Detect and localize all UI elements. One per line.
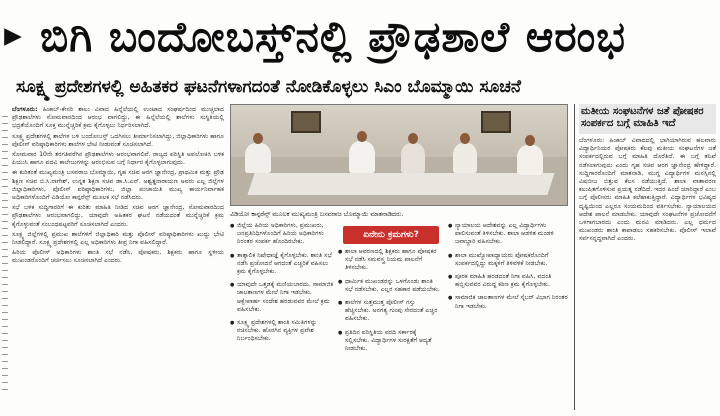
bullet-column-2 <box>338 222 442 412</box>
article-paragraph: ಸೋಮವಾರ 10ನೇ ತರಗತಿವರೆಗಿನ ಪ್ರೌಢಶಾಲೆಗಳು ಆರಂಭವಾಗಲಿವೆ. ರಾಜ್ಯದ ಪರಿಸ್ಥಿತಿ ಅವಲೋಕಿಸಿ ಬಳಿಕ ಪಿಯುಸಿ ಹಾಗೂ ಪದವಿ ಕಾಲೇಜುಗಳನ್ನು ಆರಂಭಿಸುವ ಬಗ್ಗೆ ನಿರ್ಧಾರ ಕೈಗೊಳ್ಳಲಾಗುವುದು. <box>12 151 224 167</box>
sidebar-title: ಮತೀಯ ಸಂಘಟನೆಗಳ ಜತೆ ಪೋಷಕರ ಸಂಪರ್ಕದ ಬಗ್ಗೆ ಮಾಹಿತಿ ಇದೆ <box>579 104 716 134</box>
article-paragraph: ಸೂಕ್ಷ್ಮ ಜಿಲ್ಲೆಗಳಲ್ಲಿ ಪ್ರಮುಖ ಶಾಲೆಗಳಿಗೆ ಜಿಲ್ಲಾಧಿಕಾರಿ ಮತ್ತು ಪೊಲೀಸ್ ವರಿಷ್ಠಾಧಿಕಾರಿಗಳು ಖುದ್ದು ಭೇಟಿ ನೀಡಲಿದ್ದಾರೆ. ಸೂಕ್ಷ್ಮ ಪ್ರದೇಶಗಳಲ್ಲಿ ಎಲ್ಲ ಅಧಿಕಾರಿಗಳು ತೀವ್ರ ನಿಗಾ ವಹಿಸಲಿದ್ದಾರೆ. <box>12 230 224 247</box>
sidebar-body: ಬೆಂಗಳೂರು: ಹಿಜಾಬ್ ವಿವಾದದಲ್ಲಿ ಭಾಗಿಯಾಗಿರುವ ಹಲವಾರು ವಿದ್ಯಾರ್ಥಿನಿಯರ ಪೋಷಕರು ಕೆಲವು ಮತೀಯ ಸಂಘಟನೆಗಳ ಜತೆ ಸಂಪರ್ಕದಲ್ಲಿರುವ ಬಗ್ಗೆ ಮಾಹಿತಿ ದೊರೆತಿದೆ. ಈ ಬಗ್ಗೆ ತನಿಖೆ ನಡೆಸಲಾಗುವುದು ಎಂದು ಗೃಹ ಸಚಿವ ಆರಗ ಜ್ಞಾನೇಂದ್ರ ಹೇಳಿದ್ದಾರೆ. ಸುದ್ದಿಗಾರರೊಂದಿಗೆ ಮಾತನಾಡಿ, ಮುಗ್ಧ ವಿದ್ಯಾರ್ಥಿಗಳ ಮನಸ್ಸಿನಲ್ಲಿ ವಿಷಬೀಜ ಬಿತ್ತುವ ಕೆಲಸ ನಡೆಯುತ್ತಿದೆ. ಶಾಲಾ ವಾತಾವರಣ ಕಲುಷಿತಗೊಳಿಸುವ ಪ್ರಯತ್ನ ನಡೆದಿದೆ. ಇದರ ಹಿಂದೆ ಯಾರಿದ್ದಾರೆ ಎಂಬ ಬಗ್ಗೆ ಪೊಲೀಸರು ಮಾಹಿತಿ ಕಲೆಹಾಕುತ್ತಿದ್ದಾರೆ. ವಿದ್ಯಾರ್ಥಿಗಳ ಭವಿಷ್ಯದ ದೃಷ್ಟಿಯಿಂದ ಎಲ್ಲರೂ ಸಂಯಮದಿಂದ ವರ್ತಿಸಬೇಕು. ನ್ಯಾಯಾಲಯದ ಆದೇಶ ಪಾಲನೆ ಮಾಡಬೇಕು. ಯಾವುದೇ ಸಂಘಟನೆಗಳ ಪ್ರಚೋದನೆಗೆ ಒಳಗಾಗಬಾರದು ಎಂದು ಮನವಿ ಮಾಡಿದರು. ಎಲ್ಲ ಧರ್ಮದ ಮುಖಂಡರು ಶಾಂತಿ ಕಾಪಾಡಲು ಸಹಕರಿಸಬೇಕು. ಪೊಲೀಸ್ ಇಲಾಖೆ ಸರ್ವಸನ್ನದ್ಧವಾಗಿದೆ ಎಂದರು. <box>579 137 716 243</box>
subheadline: ಸೂಕ್ಷ್ಮ ಪ್ರದೇಶಗಳಲ್ಲಿ ಅಹಿತಕರ ಘಟನೆಗಳಾಗದಂತೆ ನೋಡಿಕೊಳ್ಳಲು ಸಿಎಂ ಬೊಮ್ಮಾಯಿ ಸೂಚನೆ <box>16 77 521 97</box>
photo-caption: ವಿಡಿಯೋ ಕಾನ್ಫರೆನ್ಸ್ ಮೂಲಕ ಮುಖ್ಯಮಂತ್ರಿ ಬಸವರಾಜ ಬೊಮ್ಮಾಯಿ ಮಾತನಾಡಿದರು. <box>230 210 404 218</box>
measures-heading: ಏನೇನು ಕ್ರಮಗಳು? <box>343 226 439 244</box>
list-item: ● ಸೂಕ್ಷ್ಮ ಪ್ರದೇಶಗಳಲ್ಲಿ ಶಾಂತಿ ಸಮಿತಿಗಳನ್ನು ರಚಿಸಬೇಕು. ಹೊರಗಿನ ವ್ಯಕ್ತಿಗಳ ಪ್ರವೇಶ ನಿರ್ಬಂಧಿಸಬೇಕು. <box>230 319 334 344</box>
list-item: ● ತಾತ್ಕಾಲಿಕ ನಿಷೇಧಾಜ್ಞೆ ಕೈಗೊಳ್ಳಬೇಕು. ಶಾಂತಿ ಸಭೆ ನಡೆಸಿ ಪ್ರಚೋದನೆ ಆಗದಂತೆ ಎಚ್ಚರಿಕೆ ವಹಿಸಲು ಕ್ರಮ ಕೈಗೊಳ್ಳಬೇಕು. <box>230 252 334 277</box>
headline-bar <box>0 6 720 68</box>
article-paragraph: ಬೆಂಗಳೂರು: ಹಿಜಾಬ್-ಕೇಸರಿ ಶಾಲು ವಿವಾದ ಹಿನ್ನೆಲೆಯಲ್ಲಿ ಉಂಟಾದ ಸಂಘರ್ಷದಿಂದ ಮುಚ್ಚಲಾದ ಪ್ರೌಢಶಾಲೆಗಳು ಸೋಮವಾರದಿಂದ ಆರಂಭ ವಾಗಲಿದ್ದು, ಈ ಹಿನ್ನೆಲೆಯಲ್ಲಿ ಶಾಲೆಗಳು ಸುಸ್ಥಿತಿಯಲ್ಲಿ ಭದ್ರತೆಯೊಂದಿಗೆ ಸೂಕ್ತ ಮುನ್ನೆಚ್ಚರಿಕೆ ಕ್ರಮ ಕೈಗೊಳ್ಳಲು ನಿರ್ಧರಿಸಲಾಗಿದೆ. <box>12 106 224 130</box>
list-item: ● ಯಾವುದೇ ಒತ್ತಡಕ್ಕೆ ಮಣಿಯಬಾರದು. ಸಾಮಾಜಿಕ ಜಾಲತಾಣಗಳ ಮೇಲೆ ನಿಗಾ ಇಡಬೇಕು. ಆಕ್ಷೇಪಾರ್ಹ ಸಂದೇಶ ಹರಡುವವರ ಮೇಲೆ ಕ್ರಮ ವಹಿಸಬೇಕು. <box>230 281 334 314</box>
article-paragraph: ಸಭೆ ಬಳಿಕ ಸುದ್ದಿಗಾರರಿಗೆ ಈ ಕುರಿತು ಮಾಹಿತಿ ನೀಡಿದ ಸಚಿವ ಆರಗ ಜ್ಞಾನೇಂದ್ರ, ಸೋಮವಾರದಿಂದ ಪ್ರೌಢಶಾಲೆಗಳು ಆರಂಭವಾಗಲಿದ್ದು, ಯಾವುದೇ ಅಹಿತಕರ ಘಟನೆ ನಡೆಯದಂತೆ ಮುನ್ನೆಚ್ಚರಿಕೆ ಕ್ರಮ ಕೈಗೊಳ್ಳುವಂತೆ ಸಂಬಂಧಪಟ್ಟವರಿಗೆ ಸೂಚಿಸಲಾಗಿದೆ ಎಂದರು. <box>12 204 224 228</box>
list-item: ● ಪೂರಕ ಮಾಹಿತಿ ಹರಡದಂತೆ ನಿಗಾ ವಹಿಸಿ, ವದಂತಿ ಹಬ್ಬಿಸುವವರ ವಿರುದ್ಧ ಕಠಿಣ ಕ್ರಮ ಕೈಗೊಳ್ಳಬೇಕು. <box>448 273 568 289</box>
article-column <box>12 106 224 410</box>
list-item: ● ಧಾರ್ಮಿಕ ಮುಖಂಡರನ್ನು ಒಳಗೊಂಡು ಶಾಂತಿ ಸಭೆ ನಡೆಸಬೇಕು. ಎಲ್ಲರ ಸಹಕಾರ ಪಡೆಯಬೇಕು. <box>338 278 442 294</box>
arrow-right-icon <box>2 26 24 48</box>
list-item: ● ಶಾಲಾ ಆವರಣದಲ್ಲಿ ಶಿಕ್ಷಕರು ಹಾಗೂ ಪೋಷಕರ ಸಭೆ ನಡೆಸಿ ಸಮವಸ್ತ್ರ ನಿಯಮ ಪಾಲನೆಗೆ ತಿಳಿಸಬೇಕು. <box>338 248 442 273</box>
list-item: ● ಸಾಮಾಜಿಕ ಜಾಲತಾಣಗಳ ಮೇಲೆ ಸೈಬರ್ ವಿಭಾಗ ನಿರಂತರ ನಿಗಾ ಇಡಬೇಕು. <box>448 294 568 310</box>
list-item: ● ಶಾಲೆಗಳ ಸುತ್ತಮುತ್ತ ಪೊಲೀಸ್ ಗಸ್ತು ಹೆಚ್ಚಿಸಬೇಕು. ಅನಗತ್ಯ ಗುಂಪು ಸೇರದಂತೆ ಎಚ್ಚರ ವಹಿಸಬೇಕು. <box>338 299 442 324</box>
meeting-photo <box>230 104 568 206</box>
list-item: ● ಜಿಲ್ಲೆಯ ಹಿರಿಯ ಅಧಿಕಾರಿಗಳು, ಪ್ರಮುಖರು, ಜನಪ್ರತಿನಿಧಿಗಳೊಂದಿಗೆ ಹಿರಿಯ ಅಧಿಕಾರಿಗಳು ನಿರಂತರ ಸಂಪರ್ಕ ಹೊಂದಿರಬೇಕು. <box>230 222 334 247</box>
sidebar-article <box>574 104 716 410</box>
article-paragraph: ಹಿರಿಯ ಪೊಲೀಸ್ ಅಧಿಕಾರಿಗಳು ಶಾಂತಿ ಸಭೆ ನಡೆಸಿ, ಪೋಷಕರು, ಶಿಕ್ಷಕರು ಹಾಗೂ ಸ್ಥಳೀಯ ಮುಖಂಡರೊಂದಿಗೆ ಚರ್ಚಿಸಲು ಸೂಚಿಸಲಾಗಿದೆ ಎಂದರು. <box>12 249 224 265</box>
column-ruler <box>0 110 10 400</box>
list-item: ● ಪ್ರತಿದಿನ ಪರಿಸ್ಥಿತಿಯ ವರದಿ ಸರ್ಕಾರಕ್ಕೆ ಸಲ್ಲಿಸಬೇಕು. ವಿದ್ಯಾರ್ಥಿಗಳ ಸುರಕ್ಷತೆಗೆ ಆದ್ಯತೆ ನೀಡಬೇಕು. <box>338 329 442 354</box>
article-paragraph: ಈ ಕುರಿತಂತೆ ಮುಖ್ಯಮಂತ್ರಿ ಬಸವರಾಜ ಬೊಮ್ಮಾಯಿ, ಗೃಹ ಸಚಿವ ಆರಗ ಜ್ಞಾನೇಂದ್ರ, ಪ್ರಾಥಮಿಕ ಮತ್ತು ಪ್ರೌಢ ಶಿಕ್ಷಣ ಸಚಿವ ಬಿ.ಸಿ.ನಾಗೇಶ್, ಉನ್ನತ ಶಿಕ್ಷಣ ಸಚಿವ ಡಾ.ಸಿ.ಎನ್. ಅಶ್ವತ್ಥನಾರಾಯಣ ಅವರು ಎಲ್ಲ ಜಿಲ್ಲೆಗಳ ಜಿಲ್ಲಾಧಿಕಾರಿಗಳು, ಪೊಲೀಸ್ ವರಿಷ್ಠಾಧಿಕಾರಿಗಳು, ಜಿಲ್ಲಾ ಪಂಚಾಯಿತಿ ಮುಖ್ಯ ಕಾರ್ಯನಿರ್ವಾಹಕ ಅಧಿಕಾರಿಗಳೊಂದಿಗೆ ವಿಡಿಯೋ ಕಾನ್ಫರೆನ್ಸ್ ಮೂಲಕ ಸಭೆ ನಡೆಸಿದರು. <box>12 169 224 202</box>
bullet-column-3 <box>448 222 568 412</box>
list-item: ● ಶಾಲಾ ಮುಖ್ಯೋಪಾಧ್ಯಾಯರು ಪೋಷಕರೊಂದಿಗೆ ಸಂಪರ್ಕದಲ್ಲಿದ್ದು ಮಕ್ಕಳಿಗೆ ತಿಳಿವಳಿಕೆ ನೀಡಬೇಕು. <box>448 252 568 268</box>
dateline: ಬೆಂಗಳೂರು: <box>12 106 38 113</box>
list-item: ● ನ್ಯಾಯಾಲಯ ಆದೇಶವನ್ನು ಎಲ್ಲ ವಿದ್ಯಾರ್ಥಿಗಳು ಪಾಲಿಸುವಂತೆ ತಿಳಿಸಬೇಕು. ಶಾಲಾ ಆಡಳಿತ ಮಂಡಳಿ ಜವಾಬ್ದಾರಿ ವಹಿಸಬೇಕು. <box>448 222 568 247</box>
headline: ಬಿಗಿ ಬಂದೋಬಸ್ತ್‌ನಲ್ಲಿ ಪ್ರೌಢಶಾಲೆ ಆರಂಭ <box>40 12 626 61</box>
bullet-column-1 <box>230 222 334 412</box>
article-paragraph: ಸೂಕ್ಷ್ಮ ಪ್ರದೇಶಗಳಲ್ಲಿ ಶಾಲೆಗಳ ಬಳಿ ಬಂದೋಬಸ್ತ್ ಒದಗಿಸಲು ತೀರ್ಮಾನಿಸಲಾಗಿದ್ದು, ಜಿಲ್ಲಾಧಿಕಾರಿಗಳು ಹಾಗೂ ಪೊಲೀಸ್ ವರಿಷ್ಠಾಧಿಕಾರಿಗಳು ಶಾಲೆಗಳ ಭೇಟಿ ನೀಡುವಂತೆ ಸೂಚಿಸಲಾಗಿದೆ. <box>12 132 224 148</box>
